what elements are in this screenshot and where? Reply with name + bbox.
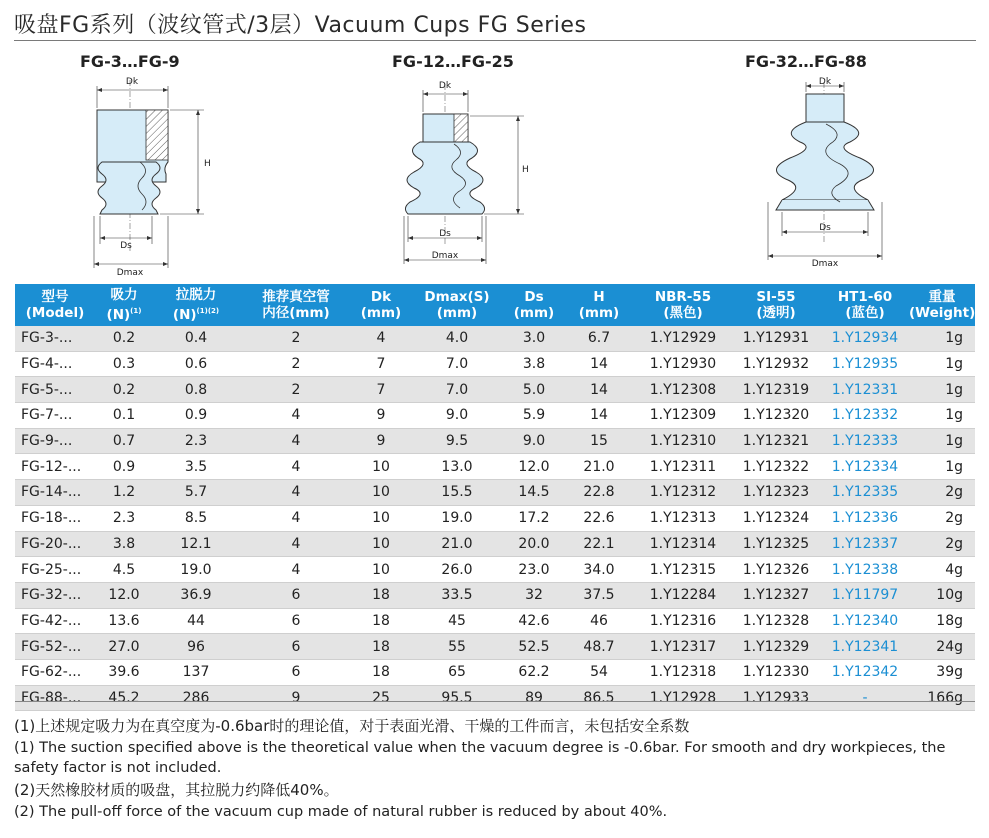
tube-diameter-cell: 6 (239, 582, 353, 608)
diagram3-dmax-label: Dmax (811, 259, 839, 269)
column-header-unit-text: 内径(mm) (262, 305, 330, 321)
ds-cell: 62.2 (505, 659, 563, 685)
h-cell: 37.5 (563, 582, 635, 608)
dmax-cell: 19.0 (409, 505, 505, 531)
ht160-cell[interactable]: 1.Y12331 (821, 377, 909, 403)
ds-cell: 52.5 (505, 634, 563, 660)
dk-cell: 18 (353, 582, 409, 608)
dmax-cell: 21.0 (409, 531, 505, 557)
si55-cell: 1.Y12933 (731, 685, 821, 711)
nbr55-cell: 1.Y12312 (635, 480, 731, 506)
column-header-unit-text: (mm) (436, 305, 478, 321)
si55-cell: 1.Y12325 (731, 531, 821, 557)
column-header-title: 推荐真空管 (262, 289, 330, 305)
column-header-unit-text: (mm) (513, 305, 555, 321)
weight-cell: 39g (909, 659, 975, 685)
model-cell: FG-4-... (15, 351, 95, 377)
pull-off-cell: 0.9 (153, 403, 239, 429)
h-cell: 22.1 (563, 531, 635, 557)
dmax-cell: 4.0 (409, 326, 505, 351)
tube-diameter-cell: 4 (239, 428, 353, 454)
tube-diameter-cell: 6 (239, 608, 353, 634)
diagram1-ds-label: Ds (120, 241, 132, 251)
title-divider (14, 40, 976, 41)
table-row (15, 454, 975, 480)
ds-cell: 89 (505, 685, 563, 711)
diagram-label-fg3-fg9: FG-3…FG-9 (80, 52, 180, 71)
table-row (15, 377, 975, 403)
h-cell: 14 (563, 377, 635, 403)
ht160-cell[interactable]: 1.Y12935 (821, 351, 909, 377)
dmax-cell: 15.5 (409, 480, 505, 506)
si55-cell: 1.Y12319 (731, 377, 821, 403)
suction-cell: 0.1 (95, 403, 153, 429)
ht160-cell[interactable]: 1.Y12334 (821, 454, 909, 480)
pull-off-cell: 5.7 (153, 480, 239, 506)
weight-cell: 2g (909, 531, 975, 557)
column-header (821, 284, 909, 326)
nbr55-cell: 1.Y12928 (635, 685, 731, 711)
table-row (15, 685, 975, 711)
h-cell: 14 (563, 403, 635, 429)
weight-cell: 1g (909, 428, 975, 454)
ht160-cell[interactable]: 1.Y12341 (821, 634, 909, 660)
nbr55-cell: 1.Y12310 (635, 428, 731, 454)
diagram-fg3-fg9 (80, 72, 230, 277)
footnotes (14, 716, 974, 824)
ht160-cell: - (821, 685, 909, 711)
nbr55-cell: 1.Y12314 (635, 531, 731, 557)
pull-off-cell: 36.9 (153, 582, 239, 608)
ds-cell: 12.0 (505, 454, 563, 480)
suction-cell: 0.7 (95, 428, 153, 454)
si55-cell: 1.Y12321 (731, 428, 821, 454)
dk-cell: 10 (353, 531, 409, 557)
nbr55-cell: 1.Y12309 (635, 403, 731, 429)
diagram2-dmax-label: Dmax (431, 251, 459, 261)
si55-cell: 1.Y12326 (731, 557, 821, 583)
column-header-unit (731, 305, 821, 321)
weight-cell: 10g (909, 582, 975, 608)
dk-cell: 18 (353, 634, 409, 660)
h-cell: 21.0 (563, 454, 635, 480)
si55-cell: 1.Y12324 (731, 505, 821, 531)
ds-cell: 20.0 (505, 531, 563, 557)
ht160-cell[interactable]: 1.Y12333 (821, 428, 909, 454)
weight-cell: 166g (909, 685, 975, 711)
si55-cell: 1.Y12320 (731, 403, 821, 429)
nbr55-cell: 1.Y12318 (635, 659, 731, 685)
dk-cell: 10 (353, 480, 409, 506)
weight-cell: 1g (909, 403, 975, 429)
ds-cell: 9.0 (505, 428, 563, 454)
weight-cell: 1g (909, 377, 975, 403)
column-header (731, 284, 821, 326)
table-header-row (15, 284, 975, 326)
si55-cell: 1.Y12322 (731, 454, 821, 480)
nbr55-cell: 1.Y12316 (635, 608, 731, 634)
pull-off-cell: 2.3 (153, 428, 239, 454)
spec-table (15, 284, 975, 711)
diagram-label-fg32-fg88: FG-32…FG-88 (745, 52, 867, 71)
suction-cell: 27.0 (95, 634, 153, 660)
column-header-unit-text: (mm) (360, 305, 402, 321)
column-header-title: SI-55 (756, 289, 796, 305)
column-header (95, 284, 153, 326)
tube-diameter-cell: 4 (239, 505, 353, 531)
dk-cell: 7 (353, 351, 409, 377)
column-header (505, 284, 563, 326)
h-cell: 22.8 (563, 480, 635, 506)
column-header (409, 284, 505, 326)
column-header-unit (239, 305, 353, 321)
tube-diameter-cell: 2 (239, 377, 353, 403)
dk-cell: 10 (353, 454, 409, 480)
tube-diameter-cell: 4 (239, 454, 353, 480)
column-header (239, 284, 353, 326)
model-cell: FG-18-... (15, 505, 95, 531)
weight-cell: 1g (909, 454, 975, 480)
page-title: 吸盘FG系列（波纹管式/3层）Vacuum Cups FG Series (14, 13, 587, 38)
ht160-cell[interactable]: 1.Y11797 (821, 582, 909, 608)
column-header-unit (95, 303, 153, 323)
dmax-cell: 9.5 (409, 428, 505, 454)
column-header-unit-text: (Model) (25, 305, 85, 321)
tube-diameter-cell: 6 (239, 659, 353, 685)
footnote-4: (2) The pull-off force of the vacuum cup made of natural rubber is reduced by about 40%. (14, 804, 668, 820)
column-header-title: 拉脱力 (175, 287, 217, 303)
column-header-title: 吸力 (110, 287, 138, 303)
pull-off-cell: 137 (153, 659, 239, 685)
dk-cell: 9 (353, 428, 409, 454)
model-cell: FG-12-... (15, 454, 95, 480)
footnote-marker: (1) (130, 307, 142, 315)
diagram-label-fg12-fg25: FG-12…FG-25 (392, 52, 514, 71)
dmax-cell: 95.5 (409, 685, 505, 711)
ds-cell: 5.0 (505, 377, 563, 403)
ds-cell: 32 (505, 582, 563, 608)
column-header-title: 重量 (928, 289, 956, 305)
suction-cell: 0.2 (95, 377, 153, 403)
diagram3-ds-label: Ds (819, 223, 831, 233)
si55-cell: 1.Y12330 (731, 659, 821, 685)
dk-cell: 9 (353, 403, 409, 429)
tube-diameter-cell: 4 (239, 557, 353, 583)
nbr55-cell: 1.Y12313 (635, 505, 731, 531)
ht160-cell[interactable]: 1.Y12336 (821, 505, 909, 531)
nbr55-cell: 1.Y12311 (635, 454, 731, 480)
pull-off-cell: 96 (153, 634, 239, 660)
suction-cell: 0.3 (95, 351, 153, 377)
si55-cell: 1.Y12328 (731, 608, 821, 634)
column-header-unit-text: (透明) (756, 305, 796, 321)
column-header-unit (409, 305, 505, 321)
ds-cell: 23.0 (505, 557, 563, 583)
suction-cell: 2.3 (95, 505, 153, 531)
model-cell: FG-25-... (15, 557, 95, 583)
column-header-unit (15, 305, 95, 321)
si55-cell: 1.Y12932 (731, 351, 821, 377)
si55-cell: 1.Y12323 (731, 480, 821, 506)
weight-cell: 1g (909, 351, 975, 377)
model-cell: FG-88-... (15, 685, 95, 711)
dk-cell: 18 (353, 659, 409, 685)
ds-cell: 3.0 (505, 326, 563, 351)
tube-diameter-cell: 2 (239, 351, 353, 377)
table-row (15, 505, 975, 531)
suction-cell: 13.6 (95, 608, 153, 634)
table-row (15, 531, 975, 557)
column-header-title: 型号 (41, 289, 69, 305)
nbr55-cell: 1.Y12308 (635, 377, 731, 403)
column-header (15, 284, 95, 326)
suction-cell: 39.6 (95, 659, 153, 685)
column-header-title: Ds (524, 289, 544, 305)
weight-cell: 1g (909, 326, 975, 351)
diagram1-dk-label: Dk (125, 77, 139, 87)
column-header (635, 284, 731, 326)
suction-cell: 0.2 (95, 326, 153, 351)
column-header-title: H (593, 289, 605, 305)
ds-cell: 5.9 (505, 403, 563, 429)
nbr55-cell: 1.Y12315 (635, 557, 731, 583)
suction-cell: 12.0 (95, 582, 153, 608)
tube-diameter-cell: 4 (239, 531, 353, 557)
pull-off-cell: 0.8 (153, 377, 239, 403)
column-header-unit (153, 303, 239, 323)
table-row (15, 428, 975, 454)
ht160-cell[interactable]: 1.Y12342 (821, 659, 909, 685)
si55-cell: 1.Y12931 (731, 326, 821, 351)
tube-diameter-cell: 4 (239, 403, 353, 429)
model-cell: FG-42-... (15, 608, 95, 634)
footnote-3: (2)天然橡胶材质的吸盘，其拉脱力约降低40%。 (14, 781, 339, 799)
dk-cell: 25 (353, 685, 409, 711)
h-cell: 14 (563, 351, 635, 377)
model-cell: FG-62-... (15, 659, 95, 685)
footnote-1: (1)上述规定吸力为在真空度为-0.6bar时的理论值，对于表面光滑、干燥的工件而言，未包括安全系数 (14, 717, 690, 735)
ht160-cell[interactable]: 1.Y12335 (821, 480, 909, 506)
model-cell: FG-52-... (15, 634, 95, 660)
h-cell: 15 (563, 428, 635, 454)
footnote-marker: (1)(2) (196, 307, 220, 315)
table-row (15, 582, 975, 608)
column-header-unit (563, 305, 635, 321)
dmax-cell: 9.0 (409, 403, 505, 429)
h-cell: 54 (563, 659, 635, 685)
table-row (15, 608, 975, 634)
ds-cell: 3.8 (505, 351, 563, 377)
suction-cell: 45.2 (95, 685, 153, 711)
h-cell: 86.5 (563, 685, 635, 711)
diagram3-dk-label: Dk (818, 77, 832, 87)
nbr55-cell: 1.Y12930 (635, 351, 731, 377)
diagram1-dmax-label: Dmax (116, 268, 144, 278)
weight-cell: 4g (909, 557, 975, 583)
diagram-fg12-fg25 (400, 76, 560, 271)
dmax-cell: 45 (409, 608, 505, 634)
table-row (15, 351, 975, 377)
table-row (15, 326, 975, 351)
column-header-unit-text: (Weight) (909, 305, 976, 321)
pull-off-cell: 8.5 (153, 505, 239, 531)
column-header-unit (505, 305, 563, 321)
pull-off-cell: 0.4 (153, 326, 239, 351)
si55-cell: 1.Y12327 (731, 582, 821, 608)
column-header-title: Dmax(S) (424, 289, 490, 305)
ht160-cell[interactable]: 1.Y12337 (821, 531, 909, 557)
suction-cell: 0.9 (95, 454, 153, 480)
pull-off-cell: 12.1 (153, 531, 239, 557)
column-header-unit-text: (蓝色) (845, 305, 885, 321)
nbr55-cell: 1.Y12317 (635, 634, 731, 660)
dmax-cell: 7.0 (409, 377, 505, 403)
table-row (15, 557, 975, 583)
nbr55-cell: 1.Y12284 (635, 582, 731, 608)
model-cell: FG-7-... (15, 403, 95, 429)
footnote-2: (1) The suction specified above is the theoretical value when the vacuum degree is -0.6bar. For smooth and dry workpieces, the safety factor is not included. (14, 740, 946, 776)
ht160-cell[interactable]: 1.Y12934 (821, 326, 909, 351)
h-cell: 6.7 (563, 326, 635, 351)
dk-cell: 10 (353, 505, 409, 531)
pull-off-cell: 286 (153, 685, 239, 711)
table-row (15, 659, 975, 685)
dmax-cell: 55 (409, 634, 505, 660)
table-row (15, 634, 975, 660)
dmax-cell: 7.0 (409, 351, 505, 377)
column-header-title: Dk (370, 289, 392, 305)
weight-cell: 18g (909, 608, 975, 634)
diagram2-h-label: H (522, 165, 529, 175)
diagram-fg32-fg88 (760, 76, 890, 276)
ds-cell: 17.2 (505, 505, 563, 531)
table-bottom-rule (15, 701, 975, 702)
dmax-cell: 13.0 (409, 454, 505, 480)
nbr55-cell: 1.Y12929 (635, 326, 731, 351)
suction-cell: 4.5 (95, 557, 153, 583)
diagram2-dk-label: Dk (438, 81, 452, 91)
model-cell: FG-14-... (15, 480, 95, 506)
column-header (909, 284, 975, 326)
tube-diameter-cell: 4 (239, 480, 353, 506)
model-cell: FG-32-... (15, 582, 95, 608)
dk-cell: 7 (353, 377, 409, 403)
column-header (353, 284, 409, 326)
column-header-unit-text: (mm) (578, 305, 620, 321)
table-row (15, 403, 975, 429)
suction-cell: 1.2 (95, 480, 153, 506)
column-header-unit-text: (N) (106, 307, 131, 323)
tube-diameter-cell: 6 (239, 634, 353, 660)
pull-off-cell: 3.5 (153, 454, 239, 480)
si55-cell: 1.Y12329 (731, 634, 821, 660)
dk-cell: 10 (353, 557, 409, 583)
tube-diameter-cell: 2 (239, 326, 353, 351)
weight-cell: 2g (909, 505, 975, 531)
column-header-unit (635, 305, 731, 321)
column-header-unit-text: (N) (172, 307, 197, 323)
model-cell: FG-5-... (15, 377, 95, 403)
weight-cell: 2g (909, 480, 975, 506)
pull-off-cell: 19.0 (153, 557, 239, 583)
weight-cell: 24g (909, 634, 975, 660)
pull-off-cell: 44 (153, 608, 239, 634)
table-row (15, 480, 975, 506)
dmax-cell: 65 (409, 659, 505, 685)
ht160-cell[interactable]: 1.Y12332 (821, 403, 909, 429)
h-cell: 46 (563, 608, 635, 634)
model-cell: FG-3-... (15, 326, 95, 351)
h-cell: 34.0 (563, 557, 635, 583)
pull-off-cell: 0.6 (153, 351, 239, 377)
tube-diameter-cell: 9 (239, 685, 353, 711)
ht160-cell[interactable]: 1.Y12340 (821, 608, 909, 634)
dmax-cell: 26.0 (409, 557, 505, 583)
column-header-title: HT1-60 (837, 289, 893, 305)
column-header (563, 284, 635, 326)
suction-cell: 3.8 (95, 531, 153, 557)
ht160-cell[interactable]: 1.Y12338 (821, 557, 909, 583)
column-header (153, 284, 239, 326)
h-cell: 48.7 (563, 634, 635, 660)
column-header-unit (353, 305, 409, 321)
column-header-unit (909, 305, 975, 321)
model-cell: FG-20-... (15, 531, 95, 557)
ds-cell: 14.5 (505, 480, 563, 506)
ds-cell: 42.6 (505, 608, 563, 634)
column-header-unit-text: (黑色) (663, 305, 703, 321)
column-header-unit (821, 305, 909, 321)
dk-cell: 4 (353, 326, 409, 351)
h-cell: 22.6 (563, 505, 635, 531)
column-header-title: NBR-55 (654, 289, 712, 305)
dmax-cell: 33.5 (409, 582, 505, 608)
diagram2-ds-label: Ds (439, 229, 451, 239)
diagram1-h-label: H (204, 159, 211, 169)
dk-cell: 18 (353, 608, 409, 634)
model-cell: FG-9-... (15, 428, 95, 454)
